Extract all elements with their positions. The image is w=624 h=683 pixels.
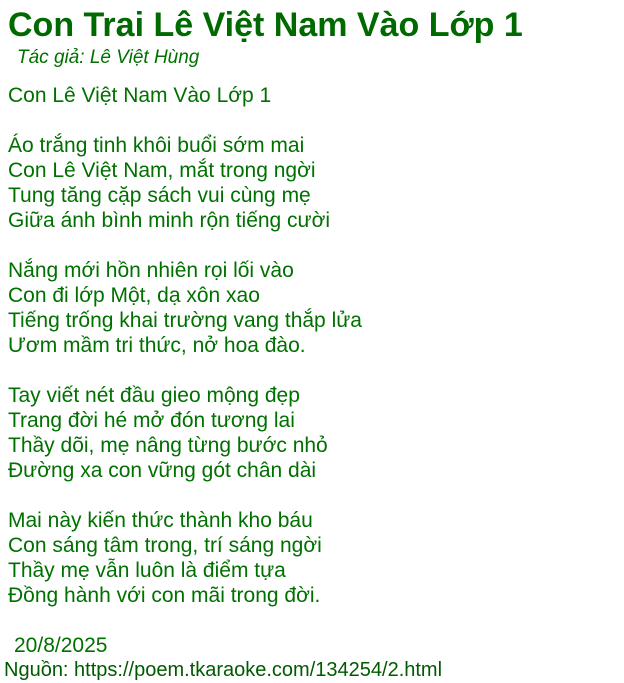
page-title: Con Trai Lê Việt Nam Vào Lớp 1 xyxy=(8,6,523,44)
date-line: 20/8/2025 xyxy=(14,634,108,657)
poem-body xyxy=(4,83,624,683)
poem-line: Con sáng tâm trong, trí sáng ngời xyxy=(8,534,322,557)
poem-line: Mai này kiến thức thành kho báu xyxy=(8,509,313,532)
source-line: Nguồn: https://poem.tkaraoke.com/134254/2.html xyxy=(4,659,443,681)
poem-line: Thầy dõi, mẹ nâng từng bước nhỏ xyxy=(8,434,328,457)
blank-line xyxy=(8,233,624,258)
poem-line: Áo trắng tinh khôi buổi sớm mai xyxy=(8,134,305,157)
poem-line: Con Lê Việt Nam, mắt trong ngời xyxy=(8,159,316,182)
blank-line xyxy=(8,108,624,133)
poem-line: Thầy mẹ vẫn luôn là điểm tựa xyxy=(8,559,286,582)
author-line: Tác giả: Lê Việt Hùng xyxy=(17,47,200,68)
poem-line: Tung tăng cặp sách vui cùng mẹ xyxy=(8,184,311,207)
blank-line xyxy=(8,358,624,383)
poem-line: Giữa ánh bình minh rộn tiếng cười xyxy=(8,209,331,232)
poem-line: Trang đời hé mở đón tương lai xyxy=(8,409,295,432)
poem-line: Đường xa con vững gót chân dài xyxy=(8,459,317,482)
poem-line: Tay viết nét đầu gieo mộng đẹp xyxy=(8,384,300,407)
poem-line: Nắng mới hồn nhiên rọi lối vào xyxy=(8,259,294,282)
poem-page xyxy=(0,5,624,681)
poem-line: Đồng hành với con mãi trong đời. xyxy=(8,584,321,607)
poem-line: Tiếng trống khai trường vang thắp lửa xyxy=(8,309,362,332)
poem-title-line: Con Lê Việt Nam Vào Lớp 1 xyxy=(8,84,272,107)
blank-line xyxy=(8,608,624,633)
blank-line xyxy=(8,483,624,508)
poem-line: Ươm mầm tri thức, nở hoa đào. xyxy=(8,334,306,357)
poem-line: Con đi lớp Một, dạ xôn xao xyxy=(8,284,260,307)
